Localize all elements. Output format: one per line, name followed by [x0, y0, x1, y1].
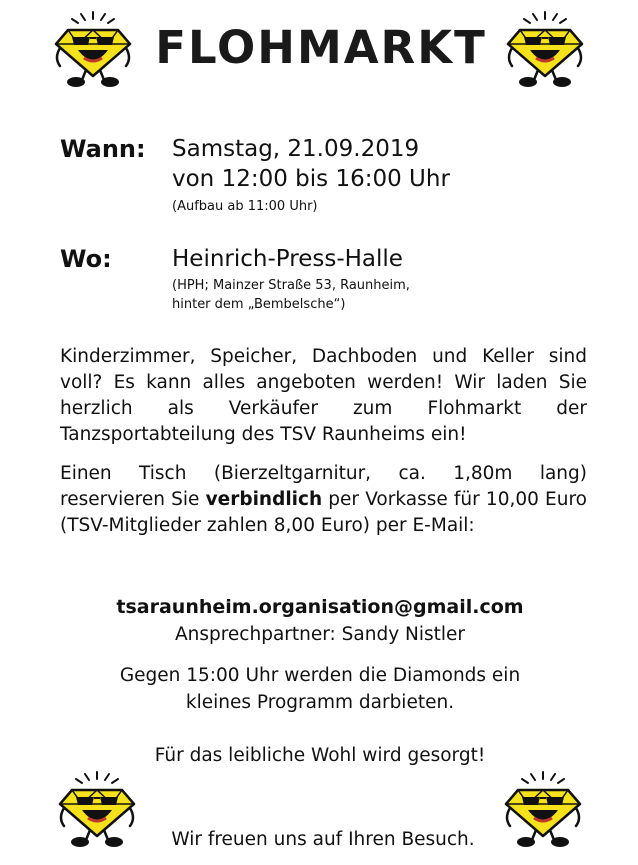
reservation-emphasis: verbindlich: [205, 489, 323, 510]
program-line-1: Gegen 15:00 Uhr werden die Diamonds ein: [119, 665, 521, 686]
reservation-text-end: per Vorkasse für 10,00 Euro (TSV-Mitglieder zahlen 8,00 Euro) per E-Mail:: [60, 489, 587, 536]
venue-name: Heinrich-Press-Halle: [172, 246, 403, 272]
setup-time: (Aufbau ab 11:00 Uhr): [172, 199, 318, 214]
closing-line: Wir freuen uns auf Ihren Besuch.: [171, 829, 475, 850]
venue-directions: hinter dem „Bembelsche“): [172, 297, 346, 312]
diamond-mascot-icon: [54, 10, 132, 88]
contact-person: Ansprechpartner: Sandy Nistler: [174, 624, 466, 645]
program-line-2: kleines Programm darbieten.: [185, 692, 455, 713]
contact-email-text[interactable]: tsaraunheim.organisation@gmail.com: [116, 596, 524, 618]
diamond-mascot-icon: [506, 10, 584, 88]
event-time: von 12:00 bis 16:00 Uhr: [172, 166, 450, 192]
venue-address: (HPH; Mainzer Straße 53, Raunheim,: [172, 278, 410, 293]
when-label: Wann:: [60, 135, 146, 163]
reservation-text: Einen Tisch (Bierzeltgarnitur, ca. 1,80m lang) reservieren Sie: [60, 463, 587, 510]
diamond-mascot-icon: [504, 770, 582, 848]
invitation-paragraph: Kinderzimmer, Speicher, Dachboden und Keller sind voll? Es kann alles angeboten werden! Wir laden Sie herzlich als Verkäufer zum Flohmarkt der Tanzsportabteilung des TSV Raunheims ein!: [60, 346, 587, 445]
reservation-paragraph: [60, 461, 587, 539]
where-label: Wo:: [60, 245, 112, 273]
event-date: Samstag, 21.09.2019: [172, 136, 420, 162]
contact-email[interactable]: [60, 594, 580, 621]
catering-note: Für das leibliche Wohl wird gesorgt!: [154, 745, 486, 766]
page-title: FLOHMARKT: [155, 21, 487, 74]
diamond-mascot-icon: [58, 770, 136, 848]
